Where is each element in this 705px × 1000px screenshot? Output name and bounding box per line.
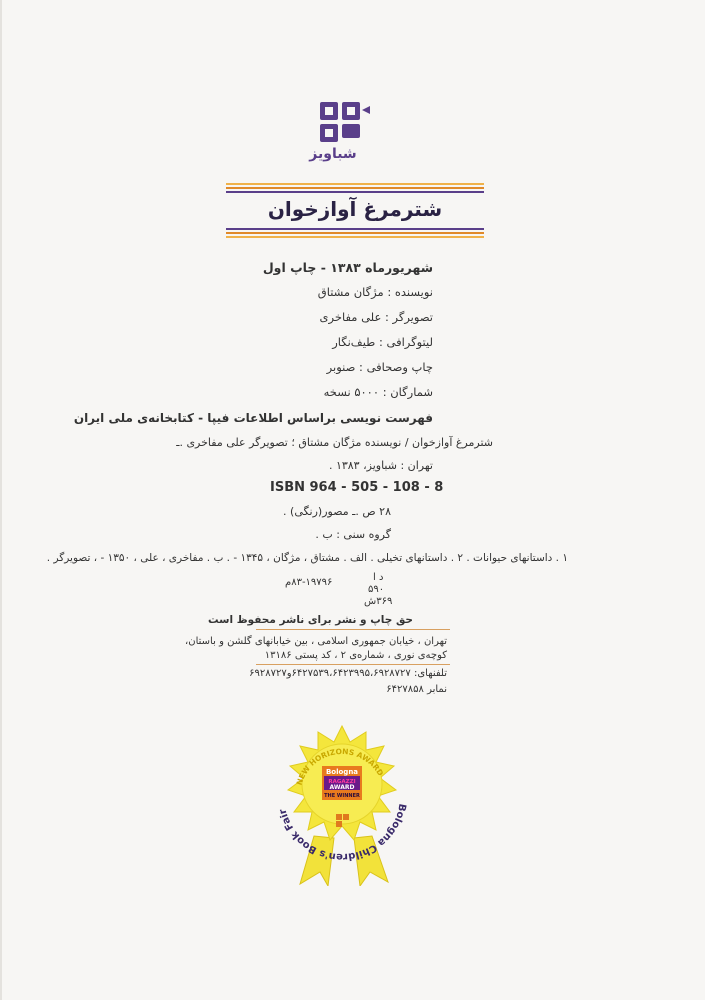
title-stripe: [226, 228, 484, 230]
title-stripe: [226, 187, 484, 189]
cataloging-line-1: شترمرغ آوازخوان / نویسنده مژگان مشتاق ؛ تصویرگر علی مفاخری .ـ: [176, 436, 493, 449]
contact-rule-bottom: [256, 664, 450, 665]
national-number: ۸۳-۱۹۷۹۶م: [285, 577, 333, 588]
illustrator-line: تصویرگر : علی مفاخری: [319, 310, 433, 324]
title-stripe: [226, 191, 484, 193]
subjects-line: ۱ . داستانهای حیوانات . ۲ . داستانهای تخیلی . الف . مشتاق ، مژگان ، ۱۳۴۵ - . ب . مفاخری ، علی ، ۱۳۵۰ - ، تصویرگر .: [46, 552, 568, 564]
badge-line-4: THE WINNER: [324, 793, 360, 799]
badge-line-1: Bologna: [325, 768, 359, 776]
page-count-line: ۲۸ ص .ـ مصور(رنگی) .: [283, 505, 391, 518]
title-stripe: [226, 232, 484, 234]
title-stripe: [226, 183, 484, 185]
book-title: شترمرغ آوازخوان: [267, 197, 443, 221]
award-top-text: NEW HORIZONS AWARD: [294, 746, 386, 787]
edition-line: شهریورماه ۱۳۸۳ - چاپ اول: [262, 260, 433, 275]
call-number-2: ۵۹۰: [368, 584, 385, 595]
fax-number: نمابر ۶۴۲۷۸۵۸: [386, 684, 447, 695]
address-line-1: تهران ، خیابان جمهوری اسلامی ، بین خیابانهای گلشن و باستان،: [185, 636, 447, 647]
contact-rule-top: [256, 629, 450, 630]
call-number-1: د ا: [373, 572, 384, 583]
publisher-logo-text: شباویز: [309, 146, 357, 162]
copyright-notice: حق چاپ و نشر برای ناشر محفوظ است: [208, 614, 413, 626]
call-number-3: ۳۶۹ش: [364, 596, 393, 607]
bologna-award-medal-icon: [262, 686, 422, 886]
age-group-line: گروه سنی : ب .: [315, 528, 391, 541]
lithography-line: لیتوگرافی : طیف‌نگار: [332, 335, 433, 349]
title-stripe: [226, 236, 484, 238]
printing-line: چاپ وصحافی : صنوبر: [326, 360, 433, 374]
cataloging-line-2: تهران : شباویز، ۱۳۸۳ .: [328, 459, 433, 472]
shabaviz-logo-icon: [318, 100, 372, 152]
circulation-line: شمارگان : ۵۰۰۰ نسخه: [323, 385, 433, 399]
badge-line-2: RAGAZZI: [328, 779, 356, 785]
author-line: نویسنده : مژگان مشتاق: [317, 285, 433, 299]
isbn: ISBN 964 - 505 - 108 - 8: [270, 480, 444, 495]
badge-line-3: AWARD: [329, 784, 355, 791]
cataloging-heading: فهرست نویسی براساس اطلاعات فیپا - کتابخانه‌ی ملی ایران: [73, 411, 433, 425]
address-line-2: کوچه‌ی نوری ، شماره‌ی ۲ ، کد پستی ۱۳۱۸۶: [264, 650, 447, 661]
award-ring-text: Bologna Children's Book Fair: [277, 802, 408, 863]
phone-numbers: تلفنهای: ۶۴۲۷۵۳۹،۶۴۲۳۹۹۵،۶۹۲۸۷۲۷و۶۹۲۸۷۲۷: [249, 668, 447, 679]
